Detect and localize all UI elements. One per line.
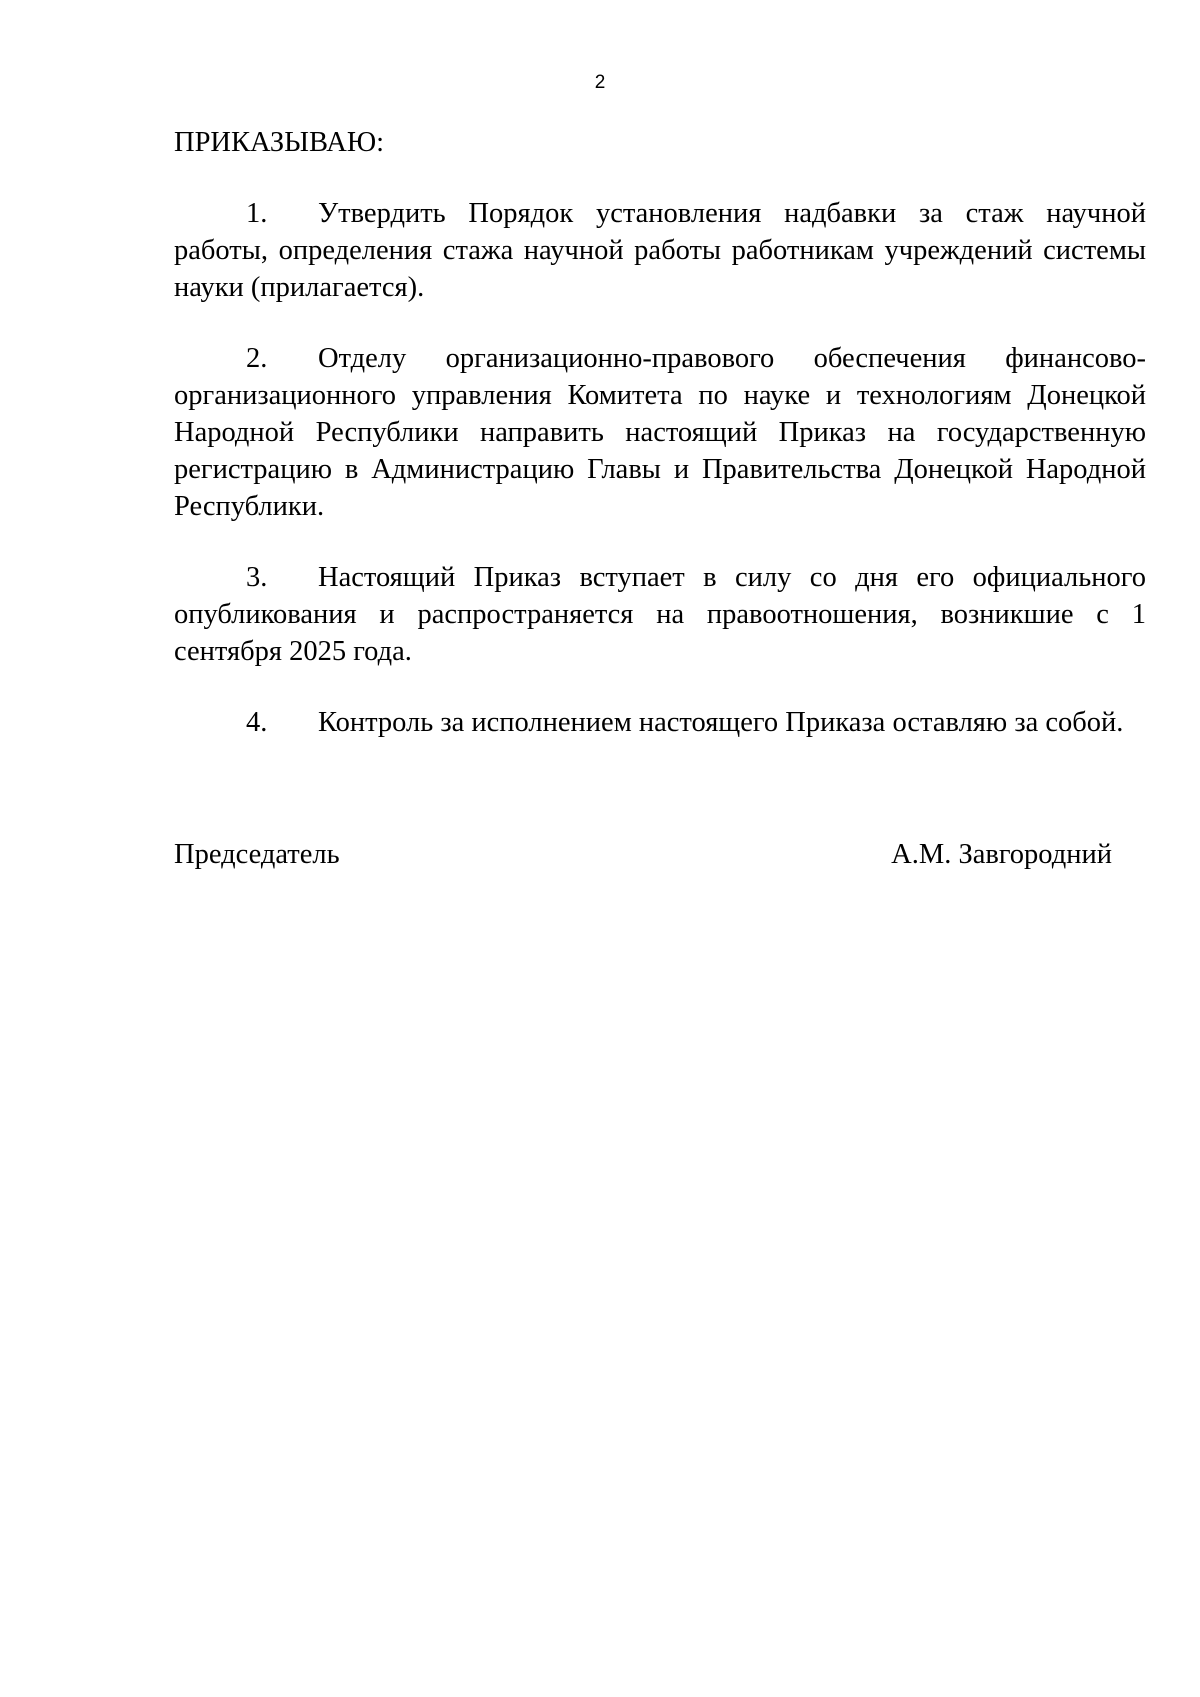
document-body [174, 124, 1146, 775]
clause-number: 4. [246, 707, 268, 738]
page-number: 2 [594, 72, 606, 93]
clause-text: Утвердить Порядок установления надбавки за стаж научной работы, определения стажа научной работы работникам учреждений системы науки (прилагается). [174, 198, 1146, 303]
clause-4 [174, 704, 1146, 741]
signatory-name: А.М. Завгородний [891, 839, 1112, 870]
clause-text: Настоящий Приказ вступает в силу со дня его официального опубликования и распространяется на правоотношения, возникшие с 1 сентября 2025 года. [174, 562, 1146, 667]
clause-number: 2. [246, 343, 268, 374]
clause-text: Отделу организационно-правового обеспечения финансово-организационного управления Комитета по науке и технологиям Донецкой Народной Республики направить настоящий Приказ на государственную регистрацию в Администрацию Главы и Правительства Донецкой Народной Республики. [174, 343, 1146, 522]
signatory-position: Председатель [174, 839, 340, 870]
order-heading: ПРИКАЗЫВАЮ: [174, 127, 385, 158]
clause-2 [174, 340, 1146, 525]
clause-number: 1. [246, 198, 268, 229]
signature-block [174, 836, 1112, 873]
clause-1 [174, 195, 1146, 306]
clause-text: Контроль за исполнением настоящего Приказа оставляю за собой. [318, 707, 1124, 738]
clause-3 [174, 559, 1146, 670]
clause-number: 3. [246, 562, 268, 593]
